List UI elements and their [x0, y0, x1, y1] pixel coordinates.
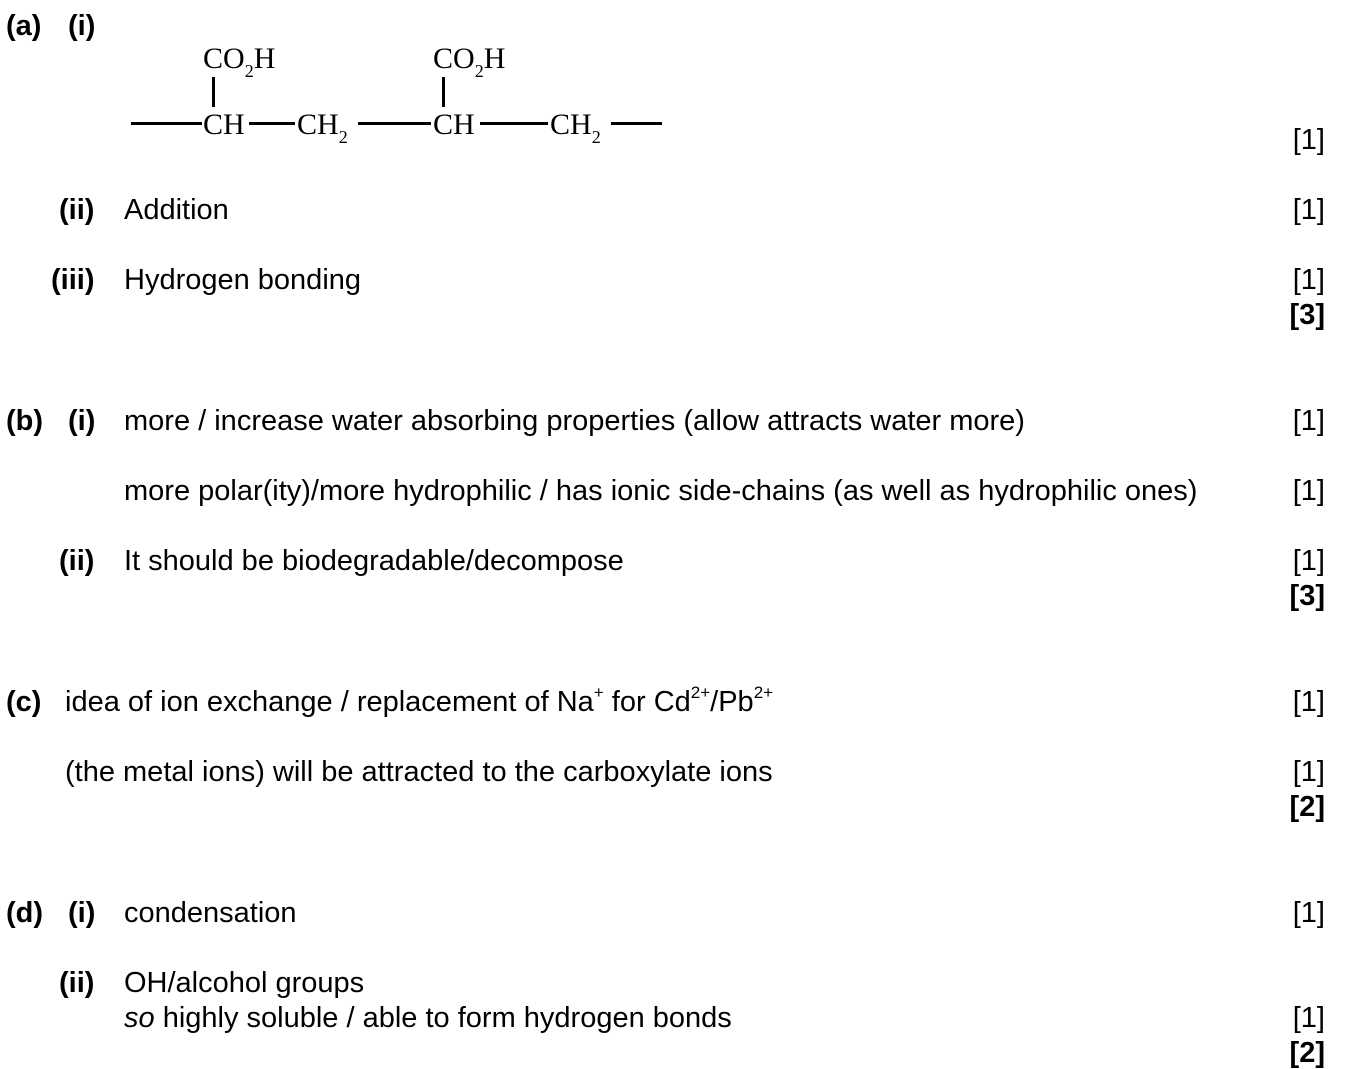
part-d-i-label: (i) [68, 897, 96, 929]
chain-ch-2: CH [433, 108, 475, 141]
part-a-label: (a) [6, 10, 42, 42]
part-a-total: [3] [1289, 299, 1325, 331]
part-d-i-mark: [1] [1292, 897, 1325, 929]
part-a-iii-label: (iii) [51, 264, 95, 296]
part-c-mark-1: [1] [1292, 686, 1325, 718]
part-d-label: (d) [6, 897, 44, 929]
bond-1-2 [249, 122, 295, 125]
part-b-ii-answer: It should be biodegradable/decompose [124, 545, 624, 577]
carboxyl-group-2: $CO_2H$ [433, 42, 506, 81]
part-d-ii-label: (ii) [59, 967, 95, 999]
part-b-ii-mark: [1] [1292, 545, 1325, 577]
part-a-ii-answer: Addition [124, 194, 229, 226]
chain-ch2-2: $CH_2$ [550, 108, 601, 147]
bond-3-4 [480, 122, 548, 125]
part-d-total: [2] [1289, 1037, 1325, 1069]
vertical-bond-1 [212, 77, 215, 107]
part-c-answer-1: idea of ion exchange / replacement of Na+ for $Cd^{2+}/Pb^{2+}$ [65, 683, 774, 718]
part-a-ii-mark: [1] [1292, 194, 1325, 226]
part-a-ii-label: (ii) [59, 194, 95, 226]
part-a-iii-mark: [1] [1292, 264, 1325, 296]
chain-ch2-1: $CH_2$ [297, 108, 348, 147]
vertical-bond-2 [442, 77, 445, 107]
part-d-ii-mark: [1] [1292, 1002, 1325, 1034]
bond-left-end [131, 122, 202, 125]
part-b-label: (b) [6, 405, 44, 437]
part-d-ii-answer-2: so highly soluble / able to form hydrogen bonds [124, 1002, 732, 1034]
part-c-label: (c) [6, 686, 42, 718]
bond-2-3 [358, 122, 431, 125]
part-c-total: [2] [1289, 791, 1325, 823]
part-d-i-answer: condensation [124, 897, 297, 929]
part-a-i-label: (i) [68, 10, 96, 42]
bond-right-end [611, 122, 662, 125]
part-d-ii-answer-1: OH/alcohol groups [124, 967, 365, 999]
part-b-i-mark-2: [1] [1292, 475, 1325, 507]
part-b-i-answer-1: more / increase water absorbing properties (allow attracts water more) [124, 405, 1025, 437]
part-c-answer-2: (the metal ions) will be attracted to the carboxylate ions [65, 756, 773, 788]
part-a-iii-answer: Hydrogen bonding [124, 264, 362, 296]
carboxyl-group-1: $CO_2H$ [203, 42, 276, 81]
part-b-ii-label: (ii) [59, 545, 95, 577]
chain-ch-1: CH [203, 108, 245, 141]
part-b-i-mark-1: [1] [1292, 405, 1325, 437]
part-b-i-answer-2: more polar(ity)/more hydrophilic / has ionic side-chains (as well as hydrophilic ones) [124, 475, 1198, 507]
part-b-i-label: (i) [68, 405, 96, 437]
part-c-mark-2: [1] [1292, 756, 1325, 788]
part-b-total: [3] [1289, 580, 1325, 612]
part-a-i-mark: [1] [1292, 124, 1325, 156]
